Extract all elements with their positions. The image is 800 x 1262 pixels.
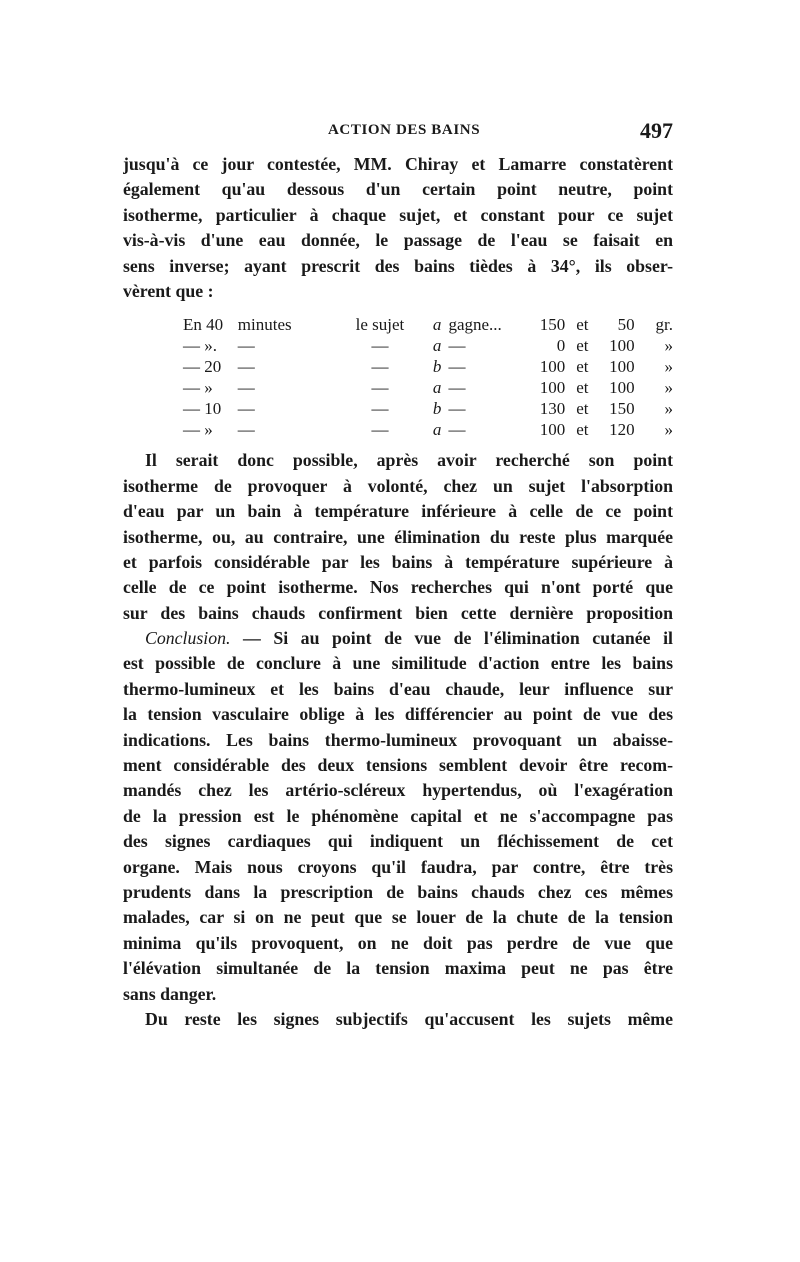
cell-subject: — — [371, 357, 389, 377]
text-line: vèrent que : — [123, 280, 214, 301]
cell-subject-letter: a — [432, 378, 442, 398]
text-line: organe. Mais nous croyons qu'il faudra, par contre, être très — [123, 856, 673, 877]
text-line: d'eau par un bain à température inférieure à celle de ce point — [123, 501, 673, 522]
cell-value-2: 150 — [609, 399, 635, 419]
cell-unit-gr: » — [664, 357, 673, 377]
text-line: thermo-lumineux et les bains d'eau chaude, leur influence sur — [123, 678, 673, 699]
conclusion-heading: Conclusion. — [145, 628, 231, 649]
cell-verb: — — [448, 378, 466, 398]
cell-unit-gr: » — [664, 399, 673, 419]
cell-subject-letter: a — [432, 336, 442, 356]
table-row — [183, 419, 673, 440]
book-page — [123, 112, 673, 1032]
table-row — [183, 398, 673, 419]
paragraph-2 — [123, 448, 673, 626]
cell-unit: — — [237, 399, 255, 419]
text-line: malades, car si on ne peut que se louer de la chute de la tension — [123, 907, 673, 928]
text-line: et parfois considérable par les bains à température supérieure à — [123, 551, 673, 572]
cell-subject: — — [371, 336, 389, 356]
text-line: minima qu'ils provoquent, on ne doit pas perdre de vue que — [123, 932, 673, 953]
cell-unit-gr: » — [664, 336, 673, 356]
text-line: Du reste les signes subjectifs qu'accusent les sujets même — [145, 1008, 673, 1029]
cell-verb: — — [448, 399, 466, 419]
cell-subject-letter: a — [432, 420, 442, 440]
text-line: celle de ce point isotherme. Nos recherches qui n'ont porté que — [123, 577, 673, 598]
cell-unit: minutes — [237, 315, 292, 335]
text-line: mandés chez les artério-scléreux hypertendus, où l'exagération — [123, 780, 673, 801]
text-line: vis-à-vis d'une eau donnée, le passage de l'eau se faisait en — [123, 230, 673, 251]
text-line: également qu'au dessous d'un certain point neutre, point — [123, 179, 673, 200]
text-line: de la pression est le phénomène capital et ne s'accompagne pas — [123, 805, 673, 826]
cell-duration: — ». — [183, 336, 217, 356]
cell-subject: — — [371, 420, 389, 440]
cell-value-2: 100 — [609, 378, 635, 398]
cell-unit: — — [237, 336, 255, 356]
results-table — [183, 314, 673, 440]
cell-conjunction: et — [576, 315, 589, 335]
cell-subject: — — [371, 399, 389, 419]
cell-value-2: 100 — [609, 336, 635, 356]
text-fragment: — Si au point de vue de l'élimination cutanée il — [230, 628, 673, 649]
table-row — [183, 356, 673, 377]
cell-conjunction: et — [576, 357, 589, 377]
cell-unit-gr: » — [664, 420, 673, 440]
paragraph-3-conclusion — [123, 626, 673, 1007]
cell-duration: — » — [183, 378, 213, 398]
running-head — [123, 112, 673, 152]
paragraph-4 — [123, 1007, 673, 1032]
cell-value-2: 50 — [617, 315, 635, 335]
cell-value-1: 130 — [539, 399, 566, 419]
cell-conjunction: et — [576, 399, 589, 419]
text-line: est possible de conclure à une similitude d'action entre les bains — [123, 653, 673, 674]
text-line: ment considérable des deux tensions semblent devoir être recom- — [123, 755, 673, 776]
cell-subject-letter: b — [432, 357, 442, 377]
table-row — [183, 377, 673, 398]
paragraph-1 — [123, 152, 673, 304]
cell-duration: — » — [183, 420, 213, 440]
cell-duration: En 40 — [183, 315, 224, 335]
text-line: isotherme, ou, au contraire, une élimination du reste plus marquée — [123, 526, 673, 547]
text-line: Il serait donc possible, après avoir recherché son point — [145, 450, 673, 471]
running-title: ACTION DES BAINS — [328, 122, 481, 138]
table-row — [183, 314, 673, 335]
text-line: isotherme, particulier à chaque sujet, et constant pour ce sujet — [123, 204, 673, 225]
page-number: 497 — [640, 118, 673, 143]
text-line: l'élévation simultanée de la tension maxima peut ne pas être — [123, 958, 673, 979]
cell-value-1: 100 — [539, 420, 566, 440]
text-line: sur des bains chauds confirment bien cette dernière proposition — [123, 602, 673, 623]
cell-subject-letter: b — [432, 399, 442, 419]
cell-subject-letter: a — [432, 315, 442, 335]
cell-verb: — — [448, 420, 466, 440]
text-line: la tension vasculaire oblige à les différencier au point de vue des — [123, 704, 673, 725]
cell-unit-gr: » — [664, 378, 673, 398]
cell-conjunction: et — [576, 378, 589, 398]
cell-duration: — 20 — [183, 357, 222, 377]
cell-value-1: 100 — [539, 378, 566, 398]
cell-unit-gr: gr. — [655, 315, 673, 335]
text-line: sens inverse; ayant prescrit des bains tièdes à 34°, ils obser- — [123, 255, 673, 276]
text-line: isotherme de provoquer à volonté, chez un sujet l'absorption — [123, 475, 673, 496]
cell-value-1: 150 — [539, 315, 566, 335]
text-line: prudents dans la prescription de bains chauds chez ces mêmes — [123, 881, 673, 902]
cell-value-1: 0 — [556, 336, 566, 356]
cell-verb: — — [448, 336, 466, 356]
cell-duration: — 10 — [183, 399, 222, 419]
text-line: indications. Les bains thermo-lumineux provoquant un abaisse- — [123, 729, 673, 750]
cell-verb: gagne... — [448, 315, 502, 335]
text-line: des signes cardiaques qui indiquent un fléchissement de cet — [123, 831, 673, 852]
table-row — [183, 335, 673, 356]
cell-conjunction: et — [576, 336, 589, 356]
cell-unit: — — [237, 357, 255, 377]
cell-value-2: 100 — [609, 357, 635, 377]
text-line: jusqu'à ce jour contestée, MM. Chiray et Lamarre constatèrent — [123, 154, 673, 174]
cell-unit: — — [237, 378, 255, 398]
cell-value-1: 100 — [539, 357, 566, 377]
cell-conjunction: et — [576, 420, 589, 440]
cell-subject: le sujet — [355, 315, 405, 335]
cell-value-2: 120 — [609, 420, 635, 440]
cell-subject: — — [371, 378, 389, 398]
text-line: sans danger. — [123, 983, 217, 1004]
text-line — [123, 626, 673, 651]
cell-unit: — — [237, 420, 255, 440]
cell-verb: — — [448, 357, 466, 377]
